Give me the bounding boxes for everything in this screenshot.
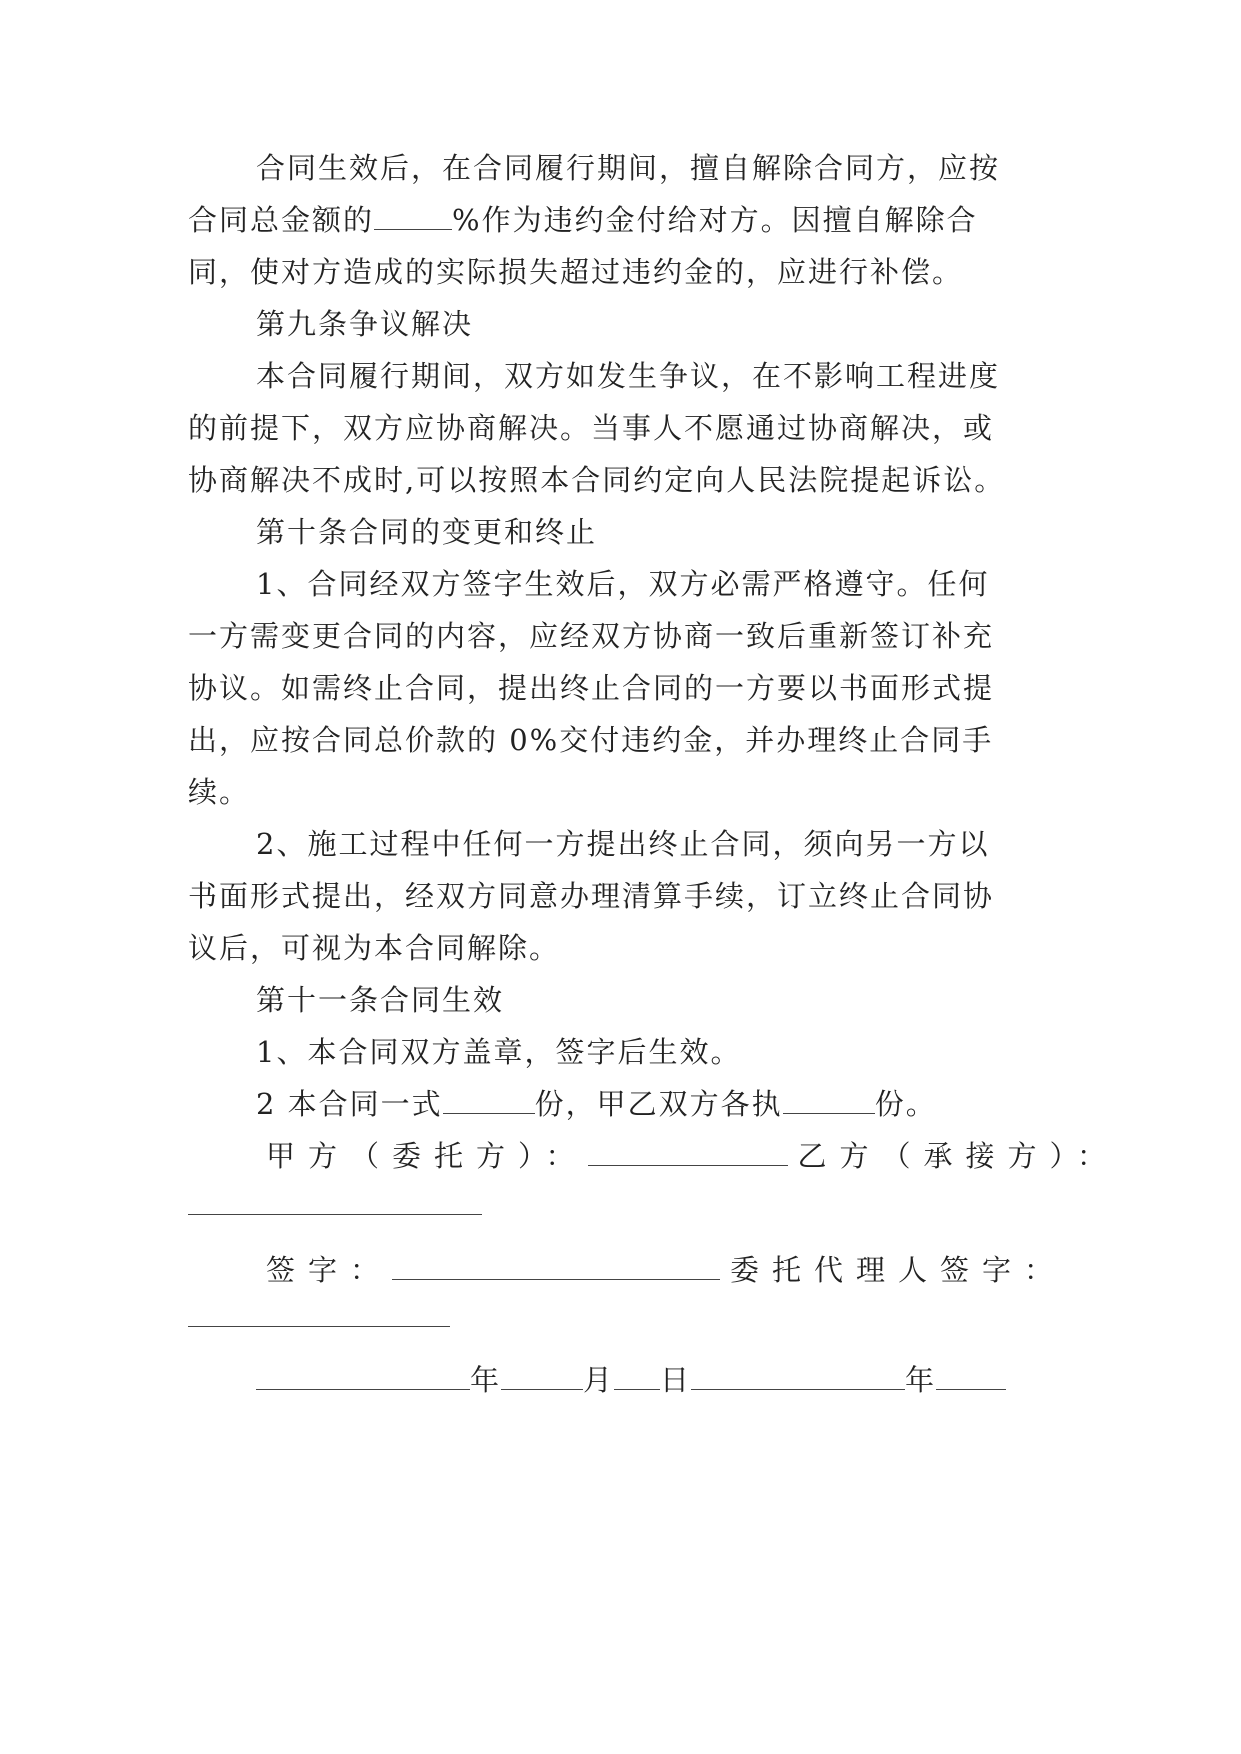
sign-blank [392, 1253, 720, 1280]
sign-label: 签字： [266, 1253, 393, 1287]
fill-in-blank [374, 203, 452, 230]
party-b-blank [188, 1214, 482, 1215]
section-heading: 第十一条合同生效 [256, 983, 505, 1017]
day-blank [614, 1363, 660, 1390]
paragraph-line: 一方需变更合同的内容，应经双方协商一致后重新签订补充 [188, 619, 995, 653]
paragraph-line: 出，应按合同总价款的 0%交付违约金，并办理终止合同手 [188, 723, 994, 757]
party-a-blank [588, 1139, 788, 1166]
section-heading: 第九条争议解决 [256, 307, 474, 341]
year-blank [256, 1363, 470, 1390]
text-segment: 份，甲乙双方各执 [534, 1087, 783, 1121]
party-b-label: 乙方（承接方）： [797, 1139, 1120, 1173]
fill-in-blank [783, 1087, 875, 1114]
paragraph-line [188, 200, 1048, 240]
year-label: 年 [470, 1363, 502, 1397]
paragraph-line: 议后，可视为本合同解除。 [188, 931, 561, 965]
month-blank [501, 1363, 583, 1390]
paragraph-line: 协议。如需终止合同，提出终止合同的一方要以书面形式提 [188, 671, 995, 705]
text-segment: 合同总金额的 [188, 203, 375, 237]
month-label: 月 [583, 1363, 615, 1397]
paragraph-line: 合同生效后，在合同履行期间，擅自解除合同方，应按 [256, 151, 1001, 185]
paragraph-line: 本合同履行期间，双方如发生争议，在不影响工程进度 [256, 359, 1001, 393]
text-segment: 份。 [874, 1087, 937, 1121]
fill-in-blank [443, 1087, 535, 1114]
paragraph-line: 协商解决不成时,可以按照本合同约定向人民法院提起诉讼。 [188, 463, 1006, 497]
year-label: 年 [905, 1363, 937, 1397]
month-blank [936, 1363, 1006, 1390]
paragraph-line: 1、本合同双方盖章，签字后生效。 [256, 1035, 742, 1069]
paragraph-line: 的前提下，双方应协商解决。当事人不愿通过协商解决，或 [188, 411, 995, 445]
paragraph-line: 同，使对方造成的实际损失超过违约金的，应进行补偿。 [188, 255, 964, 289]
paragraph-line: 1、合同经双方签字生效后，双方必需严格遵守。任何 [256, 567, 990, 601]
signature-line-sign [266, 1250, 1126, 1290]
text-segment: %作为违约金付给对方。因擅自解除合 [452, 203, 978, 237]
party-a-label: 甲方（委托方）： [266, 1139, 588, 1173]
paragraph-line: 2、施工过程中任何一方提出终止合同，须向另一方以 [256, 827, 990, 861]
date-line [256, 1360, 1116, 1400]
year-blank [691, 1363, 905, 1390]
day-label: 日 [660, 1363, 692, 1397]
agent-sign-label: 委托代理人签字： [730, 1253, 1067, 1287]
text-segment: 2 本合同一式 [256, 1087, 443, 1121]
paragraph-line: 续。 [188, 775, 251, 809]
paragraph-line: 书面形式提出，经双方同意办理清算手续，订立终止合同协 [188, 879, 995, 913]
agent-sign-blank [188, 1326, 450, 1327]
paragraph-line [256, 1084, 1116, 1124]
section-heading: 第十条合同的变更和终止 [256, 515, 598, 549]
signature-line-parties [266, 1136, 1126, 1176]
